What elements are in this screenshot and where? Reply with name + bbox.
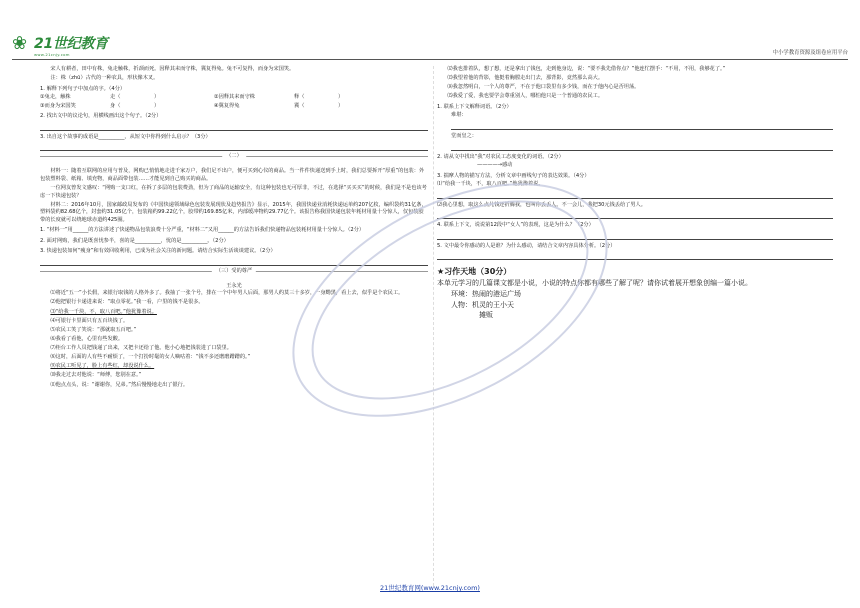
question-1-row-1: ①兔走，触株 走（ ） ②因释其耒而守株 释（ ）: [40, 94, 344, 101]
section-2-title: （二）: [40, 156, 428, 166]
question-1-title: 1. 联系上下文解释词语。（2分）: [437, 103, 512, 110]
question-2-title: 2. 请从文中找出“我”对农民工态度变化的词语。（2分）: [437, 153, 564, 160]
right-column: [437, 66, 833, 586]
underlined-sentence: ⑶“给我一千块，不，取八百吧。”他犹豫着说。: [50, 308, 157, 315]
question-5-title: 5. 文中最令你感动的人是谁？为什么感动，请结合文章内容具体分析。（2分）: [437, 242, 616, 249]
section-2-question-1: 1. “材料一”用______的方法讲述了快递物品包装浪费十分严重，“材料二”又用______的方法告诉我们快递物品包装耗材用量十分惊人。（2分）: [40, 227, 365, 234]
story-paragraph: ⑿我也排着队，想了想，还是拿出了钱包，走到他身边，说：“要不我先借你点？”他连忙摆手：“不用，不用，我够花了。”: [447, 66, 726, 72]
logo-subtext: www.21cnjy.com: [34, 52, 70, 57]
story-paragraph: ⒂我爱了爱，我也要学会尊重别人，哪怕他只是一个普通的农民工。: [447, 93, 604, 100]
site-logo: [12, 33, 108, 57]
page-header: [12, 34, 848, 60]
sub-question: ⑴“给我一千块，不，取八百吧。”他犹豫着说。: [437, 181, 544, 188]
question-3-title: 3. 揣摩人物的描写方法，分析文章中画线句子的表达效果。（4分）: [437, 172, 590, 179]
story-paragraph: ⑸农民工笑了笑说：“那就取五百吧。”: [50, 326, 137, 333]
question-4-title: 4. 联系上下文，说说第12段中“女人”的表现，这是为什么？（2分）: [437, 222, 594, 229]
column-divider: [433, 66, 434, 586]
material-paragraph: 材料一：随着互联网的应用与普及，网购已悄悄地走进千家万户，我们足不出户，便可买到心仪的商品。当一件件快递送到手上时，我们总要拆开“厚重”的包装：外包装塑料袋、纸箱、填充物，商品面带包装……才能见到自己购买的商品。: [40, 168, 425, 182]
question-1-row-2: ③而身为宋国笑 身（ ） ④冀复得兔 冀（ ）: [40, 102, 344, 109]
question-2-title: 2. 找出文中的议论句，用横线画出这个句子。（2分）: [40, 113, 162, 120]
story-paragraph: ⑹我看了看他，心里有些发酸。: [50, 335, 124, 342]
story-paragraph: ⑷可银行卡里面只有五百块钱了。: [50, 317, 129, 324]
underlined-sentence: ⑼农民工听见了，脸上有些红，却没说什么。: [50, 363, 155, 370]
answer-line[interactable]: [437, 191, 833, 199]
answer-line[interactable]: [40, 123, 428, 131]
platform-name: 中小学教育资源及组卷应用平台: [772, 50, 848, 56]
answer-line[interactable]: [40, 258, 428, 266]
writing-environment: 环境：热闹的港运广场: [451, 289, 521, 298]
story-paragraph: ⑴将近“五一”小长假，来银行取钱的人格外多了。我抽了一张个号，排在一个中年男人后面，那男人约莫三十多岁，一身黝黑，看上去，似乎是个农民工。: [50, 290, 404, 297]
writing-section-title: ★习作天地（30分）: [437, 267, 512, 277]
left-column: [40, 66, 428, 586]
material-paragraph: 材料二：2016年10月，国家邮政局发布的《中国快递领域绿色包装发展现状及趋势报告》显示，2015年，我国快递业消耗快递运单约207亿枚，编织袋约31亿条，塑料袋约82.68亿个，封套约31.05亿个，包装箱约99.22亿个，胶带约169.85亿米，内部缓冲物约29.77亿个。该报告称我国快递包装年耗材用量十分惊人，仅包装胶带的长度就可以绕地球赤道约425圈。: [40, 201, 427, 223]
section-3-author: 王永光: [226, 282, 242, 289]
sub-question: ⑵我心里想，取这么点儿钱还折腾我，也叫你丢丢人。不一会儿，我把30元钱丢给了男人。: [437, 201, 646, 208]
story-paragraph: ⑵他把银行卡递进来说：“取点零花。”我一看，户里的钱不是很多。: [50, 299, 204, 306]
story-note: 注：株（zhū）古代的一种农具，形状像木叉。: [50, 75, 159, 82]
answer-line[interactable]: [437, 232, 833, 240]
story-paragraph: ⑻这时，后面的人有些不耐烦了，一个打扮时髦的女人嘀咕着：“钱不多还磨磨蹭蹭的。”: [50, 354, 251, 361]
story-paragraph: ⑾他点点头，说：“谢谢你，兄弟。”然后慢慢地走出了银行。: [50, 381, 189, 388]
vocab-item: 堂而皇之：: [451, 132, 477, 139]
question-1-title: 1. 解释下列句子中加点的字。（4分）: [40, 85, 126, 92]
story-paragraph: ⒁我忽然明白，一个人的尊严，不在于他口袋里有多少钱，而在于他内心是否坦荡。: [447, 84, 640, 91]
answer-line[interactable]: [451, 143, 833, 151]
writing-character: 人物：机灵的王小天: [451, 300, 514, 309]
writing-character-2: 摊贩: [479, 311, 493, 320]
answer-line[interactable]: [40, 143, 428, 151]
answer-line[interactable]: [437, 252, 833, 260]
runner-logo-icon: ❀: [12, 33, 28, 55]
writing-instruction: 本单元学习的几篇课文都是小说，小说的特点你都有哪些了解了呢？请你试着展开想象创编一篇小说。: [437, 278, 752, 287]
writing-prompt: [437, 278, 833, 321]
section-2-question-2: 2. 面对网购，我们是既喜忧参半，喜的是__________，忧的是__________。（2分）: [40, 237, 229, 244]
story-paragraph: ⒀我望着他的背影，他挺着胸膛走出门去，那背影，竟然那么高大。: [447, 75, 604, 82]
story-paragraph: ⑽我走过去对他说：“师傅，您别在意。”: [50, 372, 142, 379]
answer-line[interactable]: [451, 122, 833, 130]
answer-line[interactable]: [437, 211, 833, 219]
header-rule: [12, 59, 848, 60]
material-paragraph: 一位网友曾发文感叹：“网购一支口红，在拆了多层的包装费劲，但为了商品的运输安全，有这种包装也无可厚非，不过，在选择“买买买”的时候，我们是不是也该考虑一下快递包装？: [40, 184, 427, 199]
section-3-title: （三）受的尊严: [40, 271, 428, 281]
footer-link[interactable]: 21世纪教育网(www.21cnjy.com): [380, 584, 480, 592]
question-3-title: 3. 出自这个故事的成语是__________，从短文中你得到什么启示？（3分）: [40, 133, 211, 140]
vocab-item: 难堪：: [451, 112, 467, 119]
section-2-question-3: 3. 快递包装如何“瘦身”和有效回收利用，已成为社会关注的新问题。请结合实际生活谈谈建议。（2分）: [40, 248, 276, 255]
attitude-flow: ————→感动: [477, 162, 513, 169]
story-paragraph: ⑺柜台工作人员把钱递了出来，又把卡还给了他。他小心地把钱装进了口袋里。: [50, 345, 232, 352]
story-text: 宋人有耕者，田中有株，兔走触株，折颈而死。因释其耒而守株，冀复得兔。兔不可复得，而身为宋国笑。: [50, 66, 295, 72]
logo-text: 21世纪教育: [34, 36, 108, 52]
